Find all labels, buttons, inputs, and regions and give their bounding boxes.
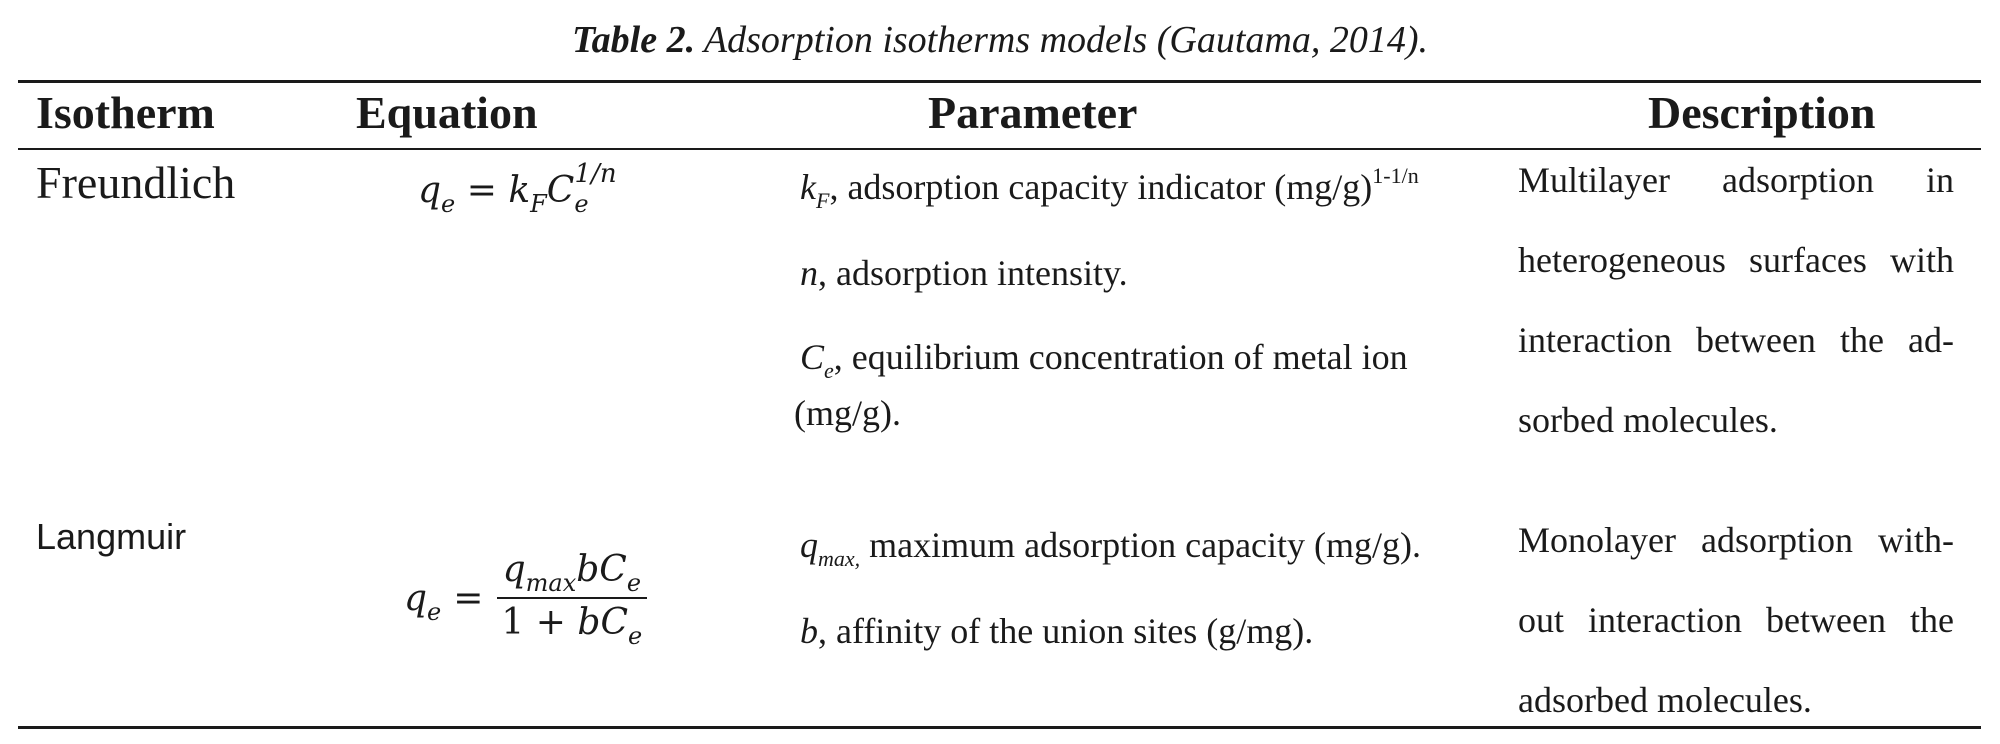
param-symbol: k [800,167,816,207]
eq-subscript: e [441,190,456,218]
eq-numerator [497,546,647,599]
eq-equals: = [455,170,509,211]
param-n [800,252,1128,294]
eq-subscript: e [427,597,442,626]
description-line: sorbed molecules. [1518,400,1778,440]
description-line: Multilayer adsorption in [1518,160,1954,200]
caption-label: Table 2. [571,19,696,61]
header-equation: Equation [356,87,538,138]
table-caption [0,18,2000,62]
param-symbol: n [800,253,818,293]
header-isotherm: Isotherm [36,87,215,138]
eq-symbol: b [577,602,601,643]
eq-exponent: 1/n [574,159,617,189]
eq-symbol: k [508,170,531,211]
description-langmuir [1518,500,1954,740]
description-line: Monolayer adsorption with- [1518,520,1954,560]
description-line: adsorbed molecules. [1518,680,1812,720]
eq-lhs [404,577,442,626]
param-ce-units [794,392,901,434]
description-line: out interaction between the [1518,600,1954,640]
param-superscript: 1-1/n [1372,163,1419,188]
eq-fraction [495,546,648,650]
eq-denominator [495,599,648,650]
param-subscript: F [815,188,830,213]
isotherm-freundlich: Freundlich [36,157,236,208]
eq-symbol: q [404,577,428,619]
eq-symbol: C [599,549,627,590]
eq-subscript: e [574,190,589,218]
param-text: , adsorption intensity. [818,253,1128,293]
description-line: heterogeneous surfaces with [1518,240,1954,280]
eq-constant: 1 + [501,602,578,643]
param-text: , equilibrium concentration of metal ion [833,337,1408,377]
eq-symbol: C [546,170,575,211]
eq-symbol: q [418,170,442,211]
description-freundlich [1518,140,1954,460]
caption-text: Adsorption isotherms models (Gautama, 2014). [695,19,1429,61]
eq-symbol: q [502,549,526,590]
eq-equals: = [453,577,484,619]
eq-subscript: e [627,622,643,650]
param-qmax [800,524,1422,571]
eq-subscript: F [530,190,547,218]
isotherm-langmuir: Langmuir [36,516,187,557]
description-line: interaction between the ad- [1518,320,1954,360]
param-subscript: max, [818,546,861,571]
param-text: (mg/g). [794,393,901,433]
param-text: , adsorption capacity indicator (mg/g) [829,167,1373,207]
param-symbol: b [800,611,818,651]
header-description: Description [1648,87,1876,138]
freundlich-equation [418,159,631,218]
header-parameter: Parameter [928,87,1138,138]
param-text: maximum adsorption capacity (mg/g). [860,525,1422,565]
param-symbol: C [800,337,825,377]
param-subscript: e [824,358,834,383]
param-text: , affinity of the union sites (g/mg). [818,611,1314,651]
langmuir-equation [404,546,648,650]
param-symbol: q [800,525,818,565]
eq-subscript: max [525,569,577,597]
eq-subscript: e [626,569,642,597]
top-rule [18,80,1981,83]
eq-symbol: b [576,549,600,590]
param-b [800,610,1313,652]
param-kf [800,163,1419,213]
eq-symbol: C [600,602,628,643]
param-ce [800,336,1408,383]
